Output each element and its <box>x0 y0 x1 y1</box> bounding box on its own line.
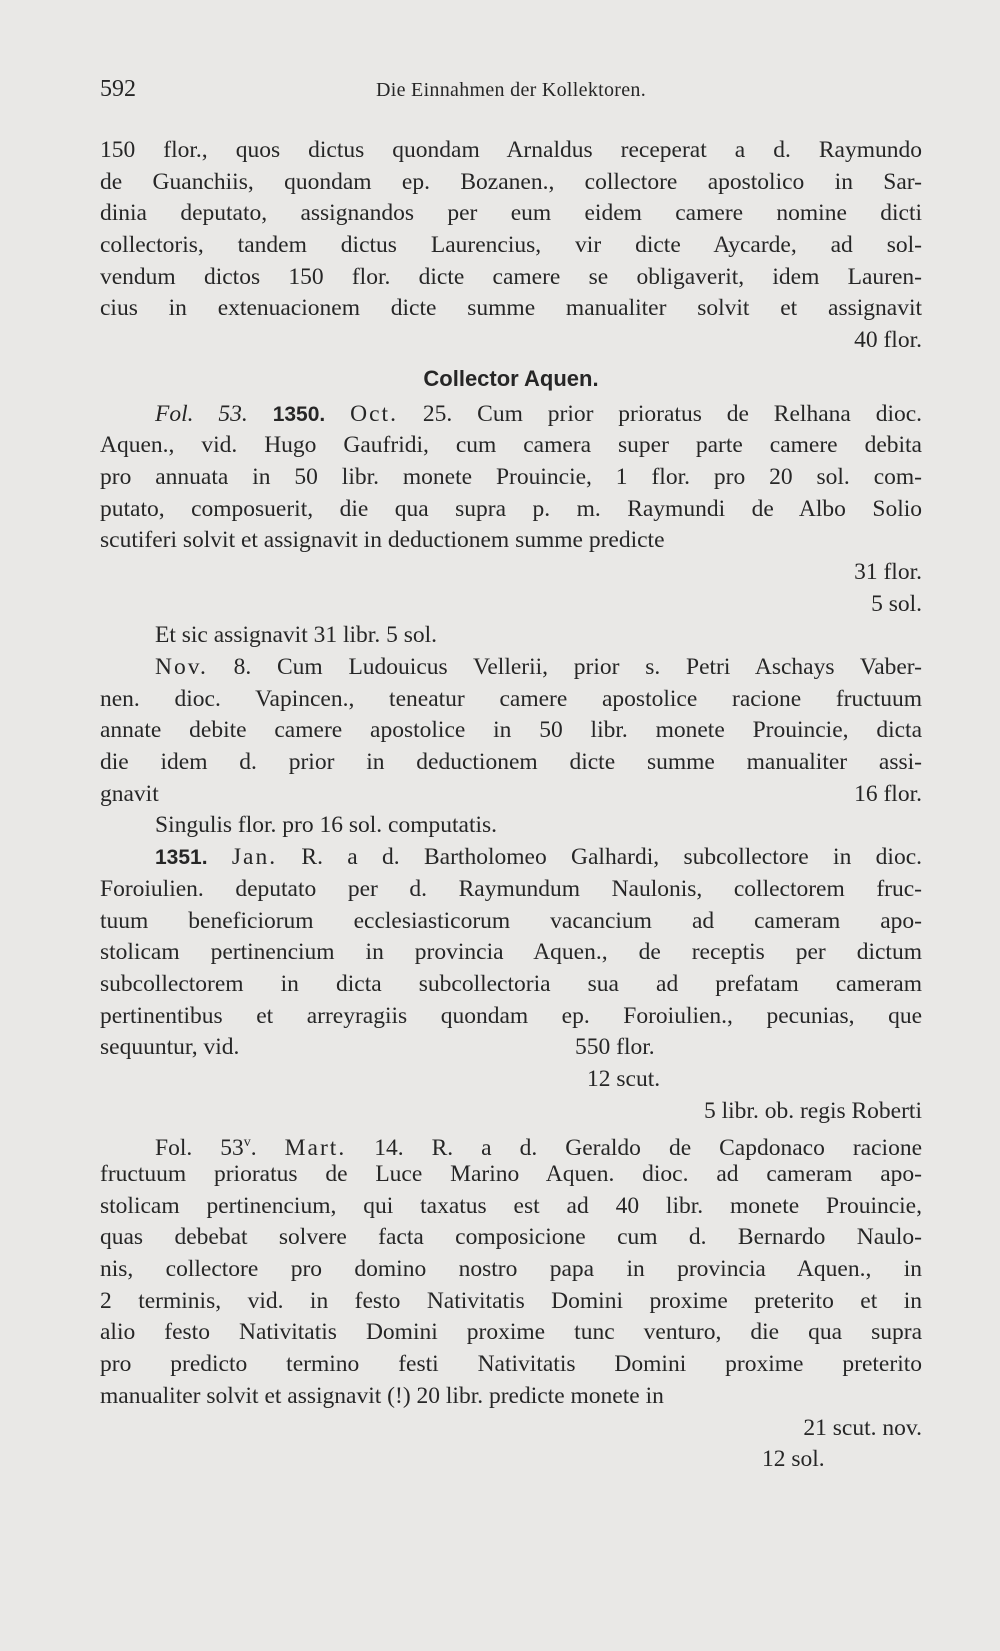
page-number: 592 <box>100 76 136 102</box>
entry-year: 1350. <box>272 402 326 426</box>
text-line: sequuntur, vid. <box>100 1034 240 1061</box>
entry-mart <box>100 1127 922 1476</box>
amount: 5 sol. <box>871 590 922 617</box>
text-line: annate debite camere apostolice in 50 libr. monete Prouincie, dicta <box>100 717 922 744</box>
amount: 40 flor. <box>854 327 922 354</box>
text-line: scutiferi solvit et assignavit in deductionem summe predicte <box>100 527 665 554</box>
text-line: subcollectorem in dicta subcollectoria sua ad prefatam cameram <box>100 970 922 997</box>
entry-text: R. a d. Bartholomeo Galhardi, subcollectore in dioc. <box>301 844 922 871</box>
entry-first-line <box>100 652 922 684</box>
text-line: gnavit <box>100 780 159 807</box>
amount: 31 flor. <box>854 558 922 585</box>
text-line: fructuum prioratus de Luce Marino Aquen. dioc. ad cameram apo- <box>100 1161 922 1188</box>
text-line: de Guanchiis, quondam ep. Bozanen., collectore apostolico in Sar- <box>100 168 922 195</box>
entry-date: Mart. <box>284 1135 347 1162</box>
text-line: 150 flor., quos dictus quondam Arnaldus receperat a d. Raymundo <box>100 137 922 163</box>
amount: 550 flor. <box>575 1034 655 1061</box>
text-line: putato, composuerit, die qua supra p. m. Raymundi de Albo Solio <box>100 495 922 522</box>
text-line: pro annuata in 50 libr. monete Prouincie, 1 flor. pro 20 sol. com- <box>100 463 922 490</box>
text-line: 2 terminis, vid. in festo Nativitatis Domini proxime preterito et in <box>100 1287 922 1314</box>
entry-summary: Et sic assignavit 31 libr. 5 sol. <box>155 622 437 649</box>
amount: 21 scut. nov. <box>803 1414 922 1441</box>
text-line: stolicam pertinencium, qui taxatus est ad 40 libr. monete Prouincie, <box>100 1192 922 1219</box>
text-line: manualiter solvit et assignavit (!) 20 libr. predicte monete in <box>100 1382 664 1409</box>
text-line: Aquen., vid. Hugo Gaufridi, cum camera super parte camere debita <box>100 432 922 459</box>
amount-row <box>100 1096 922 1128</box>
amount-row <box>100 1444 922 1476</box>
text-line: die idem d. prior in deductionem dicte summe manualiter assi- <box>100 749 922 776</box>
folio-reference: Fol. 53$^v$. <box>155 1135 257 1162</box>
entry-1351-jan <box>100 842 922 1127</box>
entry-date: Oct. <box>350 400 398 427</box>
text-line: quas debebat solvere facta composicione cum d. Bernardo Naulo- <box>100 1224 922 1251</box>
text-line-with-amount <box>100 1032 922 1064</box>
entry-nov <box>100 652 922 842</box>
amount: 16 flor. <box>854 780 922 807</box>
entry-text: 14. R. a d. Geraldo de Capdonaco racione <box>374 1135 923 1162</box>
amount: 12 sol. <box>762 1446 825 1473</box>
paragraph-continuation <box>100 135 922 357</box>
text-line: alio festo Nativitatis Domini proxime tunc venturo, die qua supra <box>100 1319 922 1346</box>
text-line: tuum beneficiorum ecclesiasticorum vacancium ad cameram apo- <box>100 907 922 934</box>
entry-text: 8. Cum Ludouicus Vellerii, prior s. Petri Aschays Vaber- <box>233 654 922 681</box>
folio-reference: Fol. 53. <box>155 400 248 427</box>
entry-first-line <box>100 399 922 431</box>
entry-first-line <box>100 1127 923 1162</box>
text-line: pro predicto termino festi Nativitatis Domini proxime preterito <box>100 1351 922 1378</box>
text-line: collectoris, tandem dictus Laurencius, vir dicte Aycarde, ad sol- <box>100 232 922 259</box>
body-text <box>100 135 922 1476</box>
text-line: pertinentibus et arreyragiis quondam ep. Foroiulien., pecunias, que <box>100 1002 922 1029</box>
amount: 12 scut. <box>587 1065 661 1092</box>
entry-date: Nov. <box>155 654 208 681</box>
section-heading: Collector Aquen. <box>423 365 599 391</box>
text-line: vendum dictos 150 flor. dicte camere se obligaverit, idem Lauren- <box>100 263 922 290</box>
entry-1350-oct <box>100 399 922 653</box>
text-line: nen. dioc. Vapincen., teneatur camere apostolice racione fructuum <box>100 685 922 712</box>
text-line: Foroiulien. deputato per d. Raymundum Naulonis, collectorem fruc- <box>100 875 922 902</box>
entry-text: 25. Cum prior prioratus de Relhana dioc. <box>422 400 923 427</box>
text-line: cius in extenuacionem dicte summe manualiter solvit et assignavit <box>100 295 922 322</box>
amount-row <box>100 1064 922 1096</box>
entry-year: 1351. <box>155 846 208 870</box>
page-header <box>100 76 922 106</box>
entry-date: Jan. <box>231 844 278 871</box>
running-title: Die Einnahmen der Kollektoren. <box>375 79 647 101</box>
amount: 5 libr. ob. regis Roberti <box>703 1097 922 1124</box>
text-line: dinia deputato, assignandos per eum eidem camere nomine dicti <box>100 200 922 227</box>
text-line-with-amount <box>100 779 922 811</box>
entry-first-line <box>100 842 922 874</box>
text-line: nis, collectore pro domino nostro papa in provincia Aquen., in <box>100 1256 922 1283</box>
entry-summary: Singulis flor. pro 16 sol. computatis. <box>155 812 498 839</box>
text-line: stolicam pertinencium in provincia Aquen., de receptis per dictum <box>100 939 922 966</box>
